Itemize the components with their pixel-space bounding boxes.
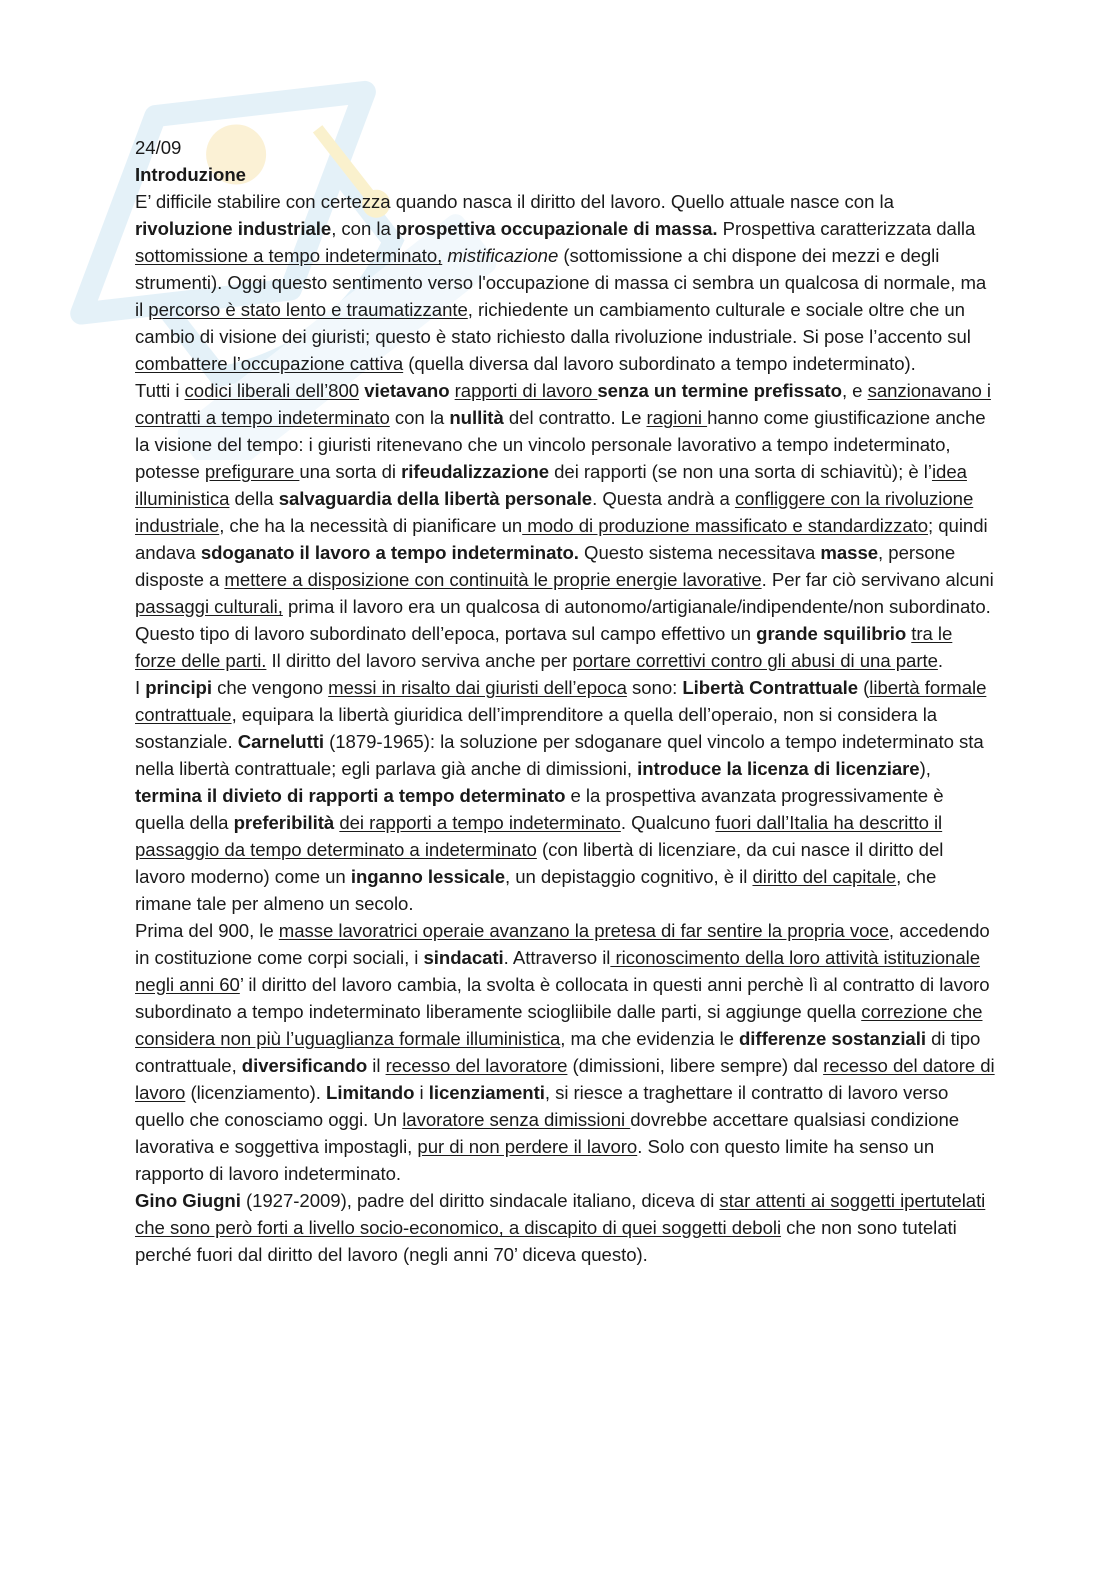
underlined-text: sottomissione a tempo indeterminato, bbox=[135, 245, 443, 266]
bold-text: salvaguardia della libertà personale bbox=[278, 488, 593, 509]
text-run: ), bbox=[919, 758, 931, 779]
bold-text: vietavano bbox=[364, 380, 450, 401]
text-run: hanno come giustificazione anche la visione del tempo: i giuristi ritenevano che un vincolo personale lavorativo a tempo indeterminato, potesse bbox=[135, 407, 986, 482]
underlined-text: riconoscimento della loro attività istituzionale negli anni 60 bbox=[135, 947, 980, 995]
text-run: Questo sistema necessitava bbox=[578, 542, 821, 563]
text-run: , e bbox=[841, 380, 868, 401]
document-paragraphs bbox=[135, 188, 995, 1268]
underlined-text: libertà formale contrattuale bbox=[135, 677, 987, 725]
text-run: sono: bbox=[626, 677, 683, 698]
text-run: . bbox=[937, 650, 943, 671]
underlined-text: modo di produzione massificato e standardizzato bbox=[522, 515, 929, 536]
underlined-text: correzione che considera non più l’uguaglianza formale illuministica bbox=[135, 1001, 983, 1049]
text-run: ; quindi andava bbox=[135, 515, 988, 563]
bold-text: prospettiva occupazionale di massa. bbox=[395, 218, 718, 239]
text-run: di tipo contrattuale, bbox=[135, 1028, 981, 1076]
text-run: (1879-1965): la soluzione per sdoganare quel vincolo a tempo indeterminato sta nella libertà contrattuale; egli parlava già anche di dimissioni, bbox=[135, 731, 984, 779]
bold-text: Limitando bbox=[326, 1082, 415, 1103]
bold-text: rifeudalizzazione bbox=[401, 461, 549, 482]
text-run: una sorta di bbox=[299, 461, 402, 482]
italic-text: mistificazione bbox=[447, 245, 559, 266]
text-run: (licenziamento). bbox=[185, 1082, 327, 1103]
bold-text: senza un termine prefissato bbox=[597, 380, 842, 401]
text-run: . Solo con questo limite ha senso un rapporto di lavoro indeterminato. bbox=[135, 1136, 935, 1184]
text-run: dovrebbe accettare qualsiasi condizione lavorativa e soggettiva impostagli, bbox=[135, 1109, 960, 1157]
bold-text: licenziamenti bbox=[428, 1082, 545, 1103]
underlined-text: prefigurare bbox=[204, 461, 300, 482]
underlined-text: confliggere con la rivoluzione industriale bbox=[135, 488, 974, 536]
document-date: 24/09 bbox=[135, 137, 182, 158]
bold-text: nullità bbox=[449, 407, 504, 428]
bold-text: Gino Giugni bbox=[135, 1190, 241, 1211]
text-run: , si riesce a traghettare il contratto di lavoro verso quello che conosciamo oggi. Un bbox=[135, 1082, 949, 1130]
text-run: Prospettiva caratterizzata dalla bbox=[717, 218, 976, 239]
underlined-text: codici liberali dell’800 bbox=[184, 380, 360, 401]
text-run: Il diritto del lavoro serviva anche per bbox=[266, 650, 573, 671]
underlined-text: messi in risalto dai giuristi dell’epoca bbox=[328, 677, 627, 698]
underlined-text: idea illuministica bbox=[135, 461, 967, 509]
text-run: (sottomissione a chi dispone dei mezzi e degli strumenti). Oggi questo sentimento verso l'occupazione di massa ci sembra un qualcosa di normale, ma il bbox=[135, 245, 987, 320]
text-run: , con la bbox=[331, 218, 396, 239]
text-run: , un depistaggio cognitivo, è il bbox=[505, 866, 753, 887]
text-run: che vengono bbox=[211, 677, 329, 698]
bold-text: grande squilibrio bbox=[756, 623, 907, 644]
underlined-text: ragioni bbox=[646, 407, 708, 428]
underlined-text: pur di non perdere il lavoro bbox=[417, 1136, 638, 1157]
text-run: prima il lavoro era un qualcosa di autonomo/artigianale/indipendente/non subordinato. Questo tipo di lavoro subordinato dell’epoca, portava sul campo effettivo un bbox=[135, 596, 991, 644]
bold-text: preferibilità bbox=[233, 812, 335, 833]
text-run: . Per far ciò servivano alcuni bbox=[761, 569, 994, 590]
text-run: ’ il diritto del lavoro cambia, la svolta è collocata in questi anni perchè lì al contratto di lavoro subordinato a tempo indeterminato liberamente sciogliibile dalle parti, si aggiunge quella bbox=[135, 974, 990, 1022]
underlined-text: recesso del lavoratore bbox=[385, 1055, 568, 1076]
text-run: , richiedente un cambiamento culturale e sociale oltre che un cambio di visione dei giuristi; questo è stato richiesto dalla rivoluzione industriale. Si pose l’accento sul bbox=[135, 299, 971, 347]
underlined-text: tra le forze delle parti. bbox=[135, 623, 953, 671]
bold-text: inganno lessicale bbox=[350, 866, 505, 887]
text-run: e la prospettiva avanzata progressivamente è quella della bbox=[135, 785, 944, 833]
text-run: i bbox=[414, 1082, 429, 1103]
text-run: (dimissioni, libere sempre) dal bbox=[567, 1055, 824, 1076]
text-run: (con libertà di licenziare, da cui nasce il diritto del lavoro moderno) come un bbox=[135, 839, 944, 887]
bold-text: termina il divieto di rapporti a tempo determinato bbox=[135, 785, 566, 806]
underlined-text: lavoratore senza dimissioni bbox=[402, 1109, 631, 1130]
underlined-text: sanzionavano i contratti a tempo indeterminato bbox=[135, 380, 991, 428]
text-run: ( bbox=[858, 677, 870, 698]
paragraph bbox=[135, 188, 995, 377]
text-run: , equipara la libertà giuridica dell’imprenditore a quella dell’operaio, non si considera la sostanziale. bbox=[135, 704, 938, 752]
bold-text: Libertà Contrattuale bbox=[682, 677, 859, 698]
document-title: Introduzione bbox=[135, 164, 246, 185]
bold-text: rivoluzione industriale bbox=[135, 218, 332, 239]
paragraph bbox=[135, 674, 995, 917]
text-run: , ma che evidenzia le bbox=[560, 1028, 739, 1049]
paragraph bbox=[135, 1187, 995, 1268]
text-run: . Attraverso il bbox=[503, 947, 611, 968]
paragraph bbox=[135, 917, 995, 1187]
underlined-text: portare correttivi contro gli abusi di una parte bbox=[572, 650, 938, 671]
bold-text: masse bbox=[820, 542, 879, 563]
text-run: Tutti i bbox=[135, 380, 185, 401]
underlined-text: masse lavoratrici operaie avanzano la pretesa di far sentire la propria voce bbox=[278, 920, 889, 941]
text-run: , persone disposte a bbox=[135, 542, 956, 590]
bold-text: principi bbox=[145, 677, 212, 698]
underlined-text: passaggi culturali, bbox=[135, 596, 283, 617]
text-run: I bbox=[135, 677, 146, 698]
text-run: , che rimane tale per almeno un secolo. bbox=[135, 866, 937, 914]
paragraph bbox=[135, 377, 995, 674]
underlined-text: dei rapporti a tempo indeterminato bbox=[339, 812, 621, 833]
underlined-text: rapporti di lavoro bbox=[454, 380, 598, 401]
text-run: . Qualcuno bbox=[620, 812, 716, 833]
text-run: della bbox=[229, 488, 279, 509]
text-run: del contratto. Le bbox=[503, 407, 647, 428]
underlined-text: star attenti ai soggetti ipertutelati che sono però forti a livello socio-economico, a discapito di quei soggetti deboli bbox=[135, 1190, 986, 1238]
underlined-text: recesso del datore di lavoro bbox=[135, 1055, 995, 1103]
text-run: (1927-2009), padre del diritto sindacale italiano, diceva di bbox=[240, 1190, 720, 1211]
document-body bbox=[135, 134, 995, 1268]
bold-text: diversificando bbox=[241, 1055, 368, 1076]
text-run: (quella diversa dal lavoro subordinato a tempo indeterminato). bbox=[403, 353, 916, 374]
underlined-text: fuori dall’Italia ha descritto il passaggio da tempo determinato a indeterminato bbox=[135, 812, 943, 860]
text-run: che non sono tutelati perché fuori dal diritto del lavoro (negli anni 70’ diceva questo). bbox=[135, 1217, 957, 1265]
underlined-text: diritto del capitale bbox=[752, 866, 897, 887]
text-run: Prima del 900, le bbox=[135, 920, 279, 941]
text-run: con la bbox=[389, 407, 450, 428]
text-run: , che ha la necessità di pianificare un bbox=[219, 515, 523, 536]
text-run: . Questa andrà a bbox=[592, 488, 735, 509]
bold-text: Carnelutti bbox=[237, 731, 324, 752]
bold-text: sindacati bbox=[423, 947, 504, 968]
bold-text: sdoganato il lavoro a tempo indeterminato. bbox=[200, 542, 579, 563]
text-run: , accedendo in costituzione come corpi sociali, i bbox=[135, 920, 990, 968]
underlined-text: percorso è stato lento e traumatizzante bbox=[148, 299, 468, 320]
underlined-text: mettere a disposizione con continuità le proprie energie lavorative bbox=[224, 569, 762, 590]
bold-text: introduce la licenza di licenziare bbox=[637, 758, 920, 779]
text-run: il bbox=[367, 1055, 386, 1076]
text-run: E’ difficile stabilire con certezza quando nasca il diritto del lavoro. Quello attuale nasce con la bbox=[135, 191, 894, 212]
underlined-text: combattere l’occupazione cattiva bbox=[135, 353, 404, 374]
bold-text: differenze sostanziali bbox=[739, 1028, 926, 1049]
text-run: dei rapporti (se non una sorta di schiavitù); è l’ bbox=[549, 461, 932, 482]
